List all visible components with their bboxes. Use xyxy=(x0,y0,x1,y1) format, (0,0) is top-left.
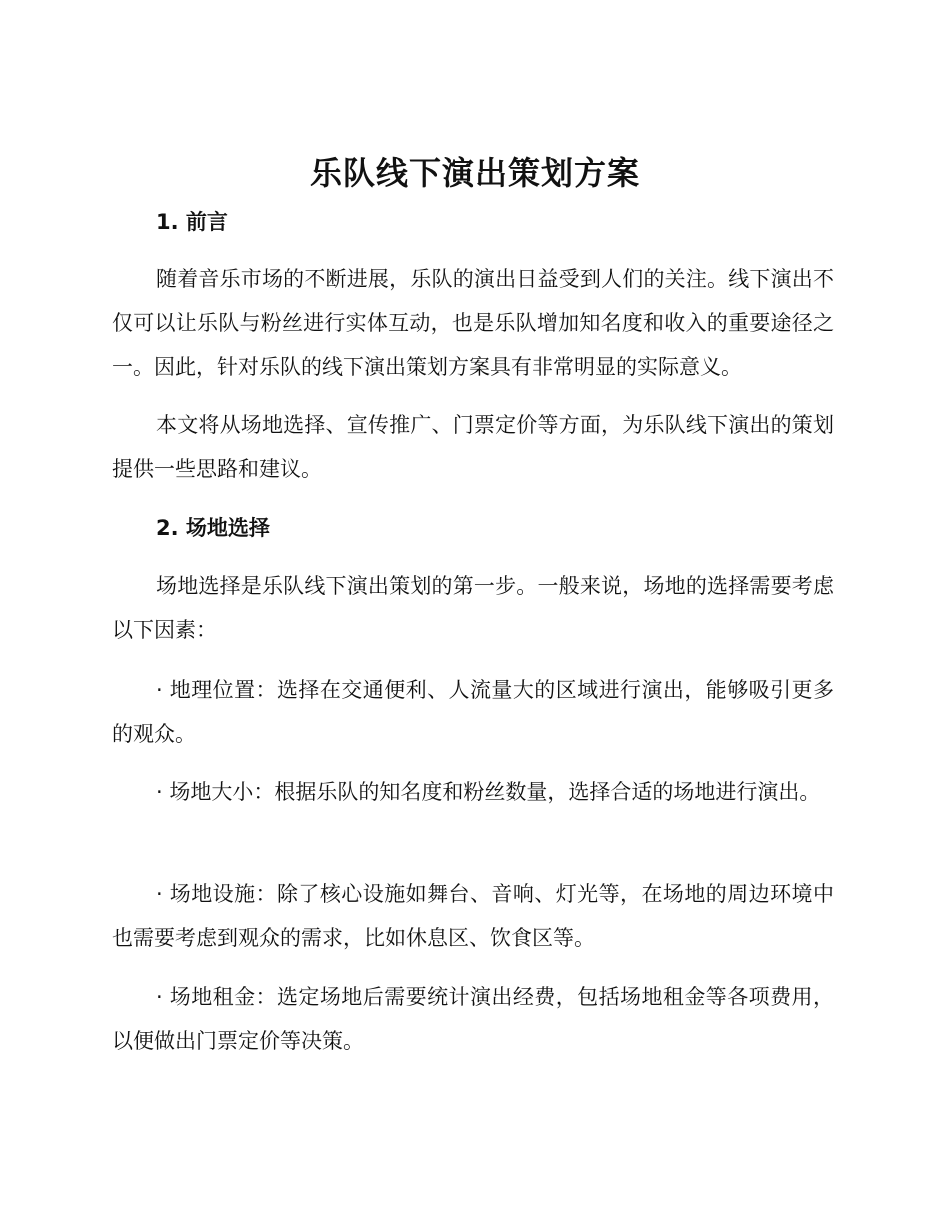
list-item-location: · 地理位置：选择在交通便利、人流量大的区域进行演出，能够吸引更多的观众。 xyxy=(112,678,834,746)
document-title: 乐队线下演出策划方案 xyxy=(309,154,640,192)
paragraph-preface-intro: 随着音乐市场的不断进展，乐队的演出日益受到人们的关注。线下演出不仅可以让乐队与粉丝进行实体互动，也是乐队增加知名度和收入的重要途径之一。因此，针对乐队的线下演出策划方案具有非常明显的实际意义。 xyxy=(112,267,834,379)
section-heading-venue: 2. 场地选择 xyxy=(156,516,270,540)
list-item-facilities: · 场地设施：除了核心设施如舞台、音响、灯光等，在场地的周边环境中也需要考虑到观众的需求，比如休息区、饮食区等。 xyxy=(112,882,834,950)
paragraph-preface-scope: 本文将从场地选择、宣传推广、门票定价等方面，为乐队线下演出的策划提供一些思路和建议。 xyxy=(112,413,834,481)
list-item-rent: · 场地租金：选定场地后需要统计演出经费，包括场地租金等各项费用，以便做出门票定价等决策。 xyxy=(112,985,834,1053)
list-item-size: · 场地大小：根据乐队的知名度和粉丝数量，选择合适的场地进行演出。 xyxy=(156,780,821,804)
paragraph-venue-intro: 场地选择是乐队线下演出策划的第一步。一般来说，场地的选择需要考虑以下因素： xyxy=(112,574,834,642)
section-heading-preface: 1. 前言 xyxy=(156,210,228,234)
